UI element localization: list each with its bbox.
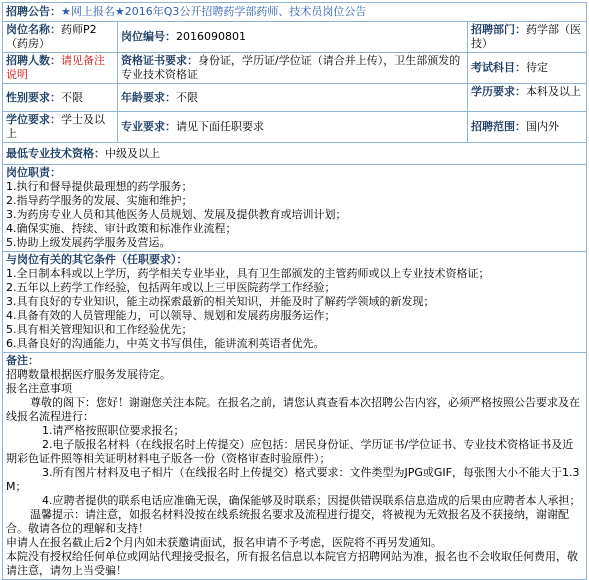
- age-label: 年龄要求：: [121, 90, 176, 104]
- gender-cell: [3, 84, 118, 112]
- notes-line: 报名注意事项: [6, 382, 72, 395]
- position-cell: [3, 22, 118, 53]
- degree-label: 学位要求：: [6, 113, 61, 126]
- notes-cell: [3, 353, 587, 580]
- age-value: 不限: [176, 90, 198, 104]
- age-cell: [118, 84, 468, 112]
- notes-step: 1.请严格按照职位要求报名；: [42, 424, 185, 437]
- requirement-item: 1.全日制本科或以上学历，药学相关专业毕业，具有卫生部颁发的主管药师或以上专业技术资格证；: [6, 267, 490, 280]
- info-row-3: [3, 84, 587, 112]
- requirement-item: 6.具备良好的沟通能力，中英文书写俱佳，能讲流利英语者优先。: [6, 337, 325, 350]
- duties-cell: [3, 165, 587, 252]
- requirement-item: 4.具备有效的人员管理能力，可以领导、规划和发展药房服务运作；: [6, 309, 336, 322]
- position-label: 岗位名称：: [6, 23, 61, 36]
- degree-value: 学士及以上: [6, 113, 105, 140]
- notes-row: [3, 353, 587, 580]
- major-value: 请见下面任职要求: [176, 120, 264, 133]
- range-value: 国内外: [526, 120, 559, 133]
- gender-value: 不限: [61, 90, 83, 104]
- duty-item: 5.协助上级发展药学服务及营运。: [6, 236, 171, 249]
- duty-item: 4.确保实施、持续、审计政策和标准作业流程；: [6, 222, 237, 235]
- info-row-5: [3, 143, 587, 165]
- requirement-item: 2.五年以上药学工作经验，包括两年或以上三甲医院药学工作经验；: [6, 281, 336, 294]
- notes-step: 2.电子版报名材料（在线报名时上传提交）应包括：居民身份证、学历证书/学位证书、专业技术资格证书及近期彩色证件照等相关证明材料电子版各一份（资格审查时验原件）；: [6, 438, 574, 465]
- requirement-item: 3.具有良好的专业知识，能主动探索最新的相关知识，并能及时了解药学领域的新发现；: [6, 295, 435, 308]
- duty-item: 2.指导药学服务的发展、实施和维护；: [6, 194, 193, 207]
- title-cell: [3, 3, 587, 22]
- duty-item: 3.为药房专业人员和其他医务人员规划、发展及提供教育或培训计划；: [6, 208, 347, 221]
- dept-value: 药学部（医技）: [471, 23, 581, 50]
- notes-disclaimer: 本院没有授权给任何单位或网站代理接受报名，所有报名信息以本院官方招聘网站为准，报名也不会收取任何费用，敬请注意，请勿上当受骗！: [6, 550, 578, 577]
- range-label: 招聘范围：: [471, 120, 526, 133]
- info-row-2: [3, 53, 587, 84]
- notes-intro: 尊敬的阁下：您好！谢谢您关注本院。在报名之前，请您认真查看本次招聘公告内容，必须严格按照公告要求及在线报名流程进行：: [6, 396, 580, 423]
- notes-reminder: 温馨提示：请注意，如报名材料没按在线系统报名要求及流程进行提交，将被视为无效报名及不获接纳，谢谢配合。敬请各位的理解和支持！: [6, 508, 569, 535]
- dept-label: 招聘部门：: [471, 23, 526, 36]
- notes-step: 4.应聘者提供的联系电话应准确无误，确保能够及时联系；因提供错误联系信息造成的后果由应聘者本人承担；: [42, 494, 581, 507]
- requirements-heading: 与岗位有关的其它条件（任职要求）：: [6, 253, 188, 266]
- major-cell: [118, 112, 468, 143]
- exam-value: 待定: [526, 61, 548, 74]
- dept-cell: [468, 22, 587, 53]
- job-posting-table: [2, 2, 587, 580]
- gender-label: 性别要求：: [6, 90, 61, 104]
- title-row: [3, 3, 587, 22]
- degree-cell: [3, 112, 118, 143]
- range-cell: [468, 112, 587, 143]
- code-value: 2016090801: [176, 30, 246, 43]
- posting-title[interactable]: ★网上报名★2016年Q3公开招聘药学部药师、技术员岗位公告: [61, 5, 367, 18]
- code-label: 岗位编号：: [121, 30, 176, 43]
- cert-value: 身份证，学历证/学位证（请合并上传），卫生部颁发的专业技术资格证: [121, 54, 461, 81]
- tech-label: 最低专业技术资格：: [6, 146, 105, 160]
- requirement-item: 5.具有相关管理知识和工作经验优先；: [6, 323, 193, 336]
- major-label: 专业要求：: [121, 120, 176, 133]
- code-cell: [118, 22, 468, 53]
- notes-heading: 备注：: [6, 354, 39, 367]
- exam-cell: [468, 53, 587, 84]
- edu-value: 本科及以上: [526, 85, 581, 98]
- edu-label: 学历要求：: [471, 85, 526, 98]
- duty-item: 1.执行和督导提供最理想的药学服务；: [6, 180, 193, 193]
- notes-deadline: 申请人在报名截止后2个月内如未获邀请面试，报名申请不予考虑，医院将不再另发通知。: [6, 536, 442, 549]
- info-row-4: [3, 112, 587, 143]
- duties-heading: 岗位职责：: [6, 166, 61, 179]
- position-value: 药师P2（药房）: [6, 23, 97, 50]
- count-label: 招聘人数：: [6, 54, 61, 67]
- cert-label: 资格证书要求：: [121, 54, 198, 67]
- requirements-cell: [3, 252, 587, 353]
- duties-row: [3, 165, 587, 252]
- tech-cell: [3, 143, 587, 165]
- count-value: 请见备注说明: [6, 54, 105, 81]
- cert-cell: [118, 53, 468, 84]
- requirements-row: [3, 252, 587, 353]
- count-cell: [3, 53, 118, 84]
- edu-cell: [468, 84, 587, 112]
- info-row-1: [3, 22, 587, 53]
- exam-label: 考试科目：: [471, 61, 526, 74]
- title-label: 招聘公告：: [6, 5, 61, 18]
- notes-step: 3.所有图片材料及电子相片（在线报名时上传提交）格式要求：文件类型为JPG或GIF，每张图大小不能大于1.3M；: [6, 466, 580, 493]
- notes-line: 招聘数量根据医疗服务发展待定。: [6, 368, 171, 381]
- tech-value: 中级及以上: [105, 146, 160, 160]
